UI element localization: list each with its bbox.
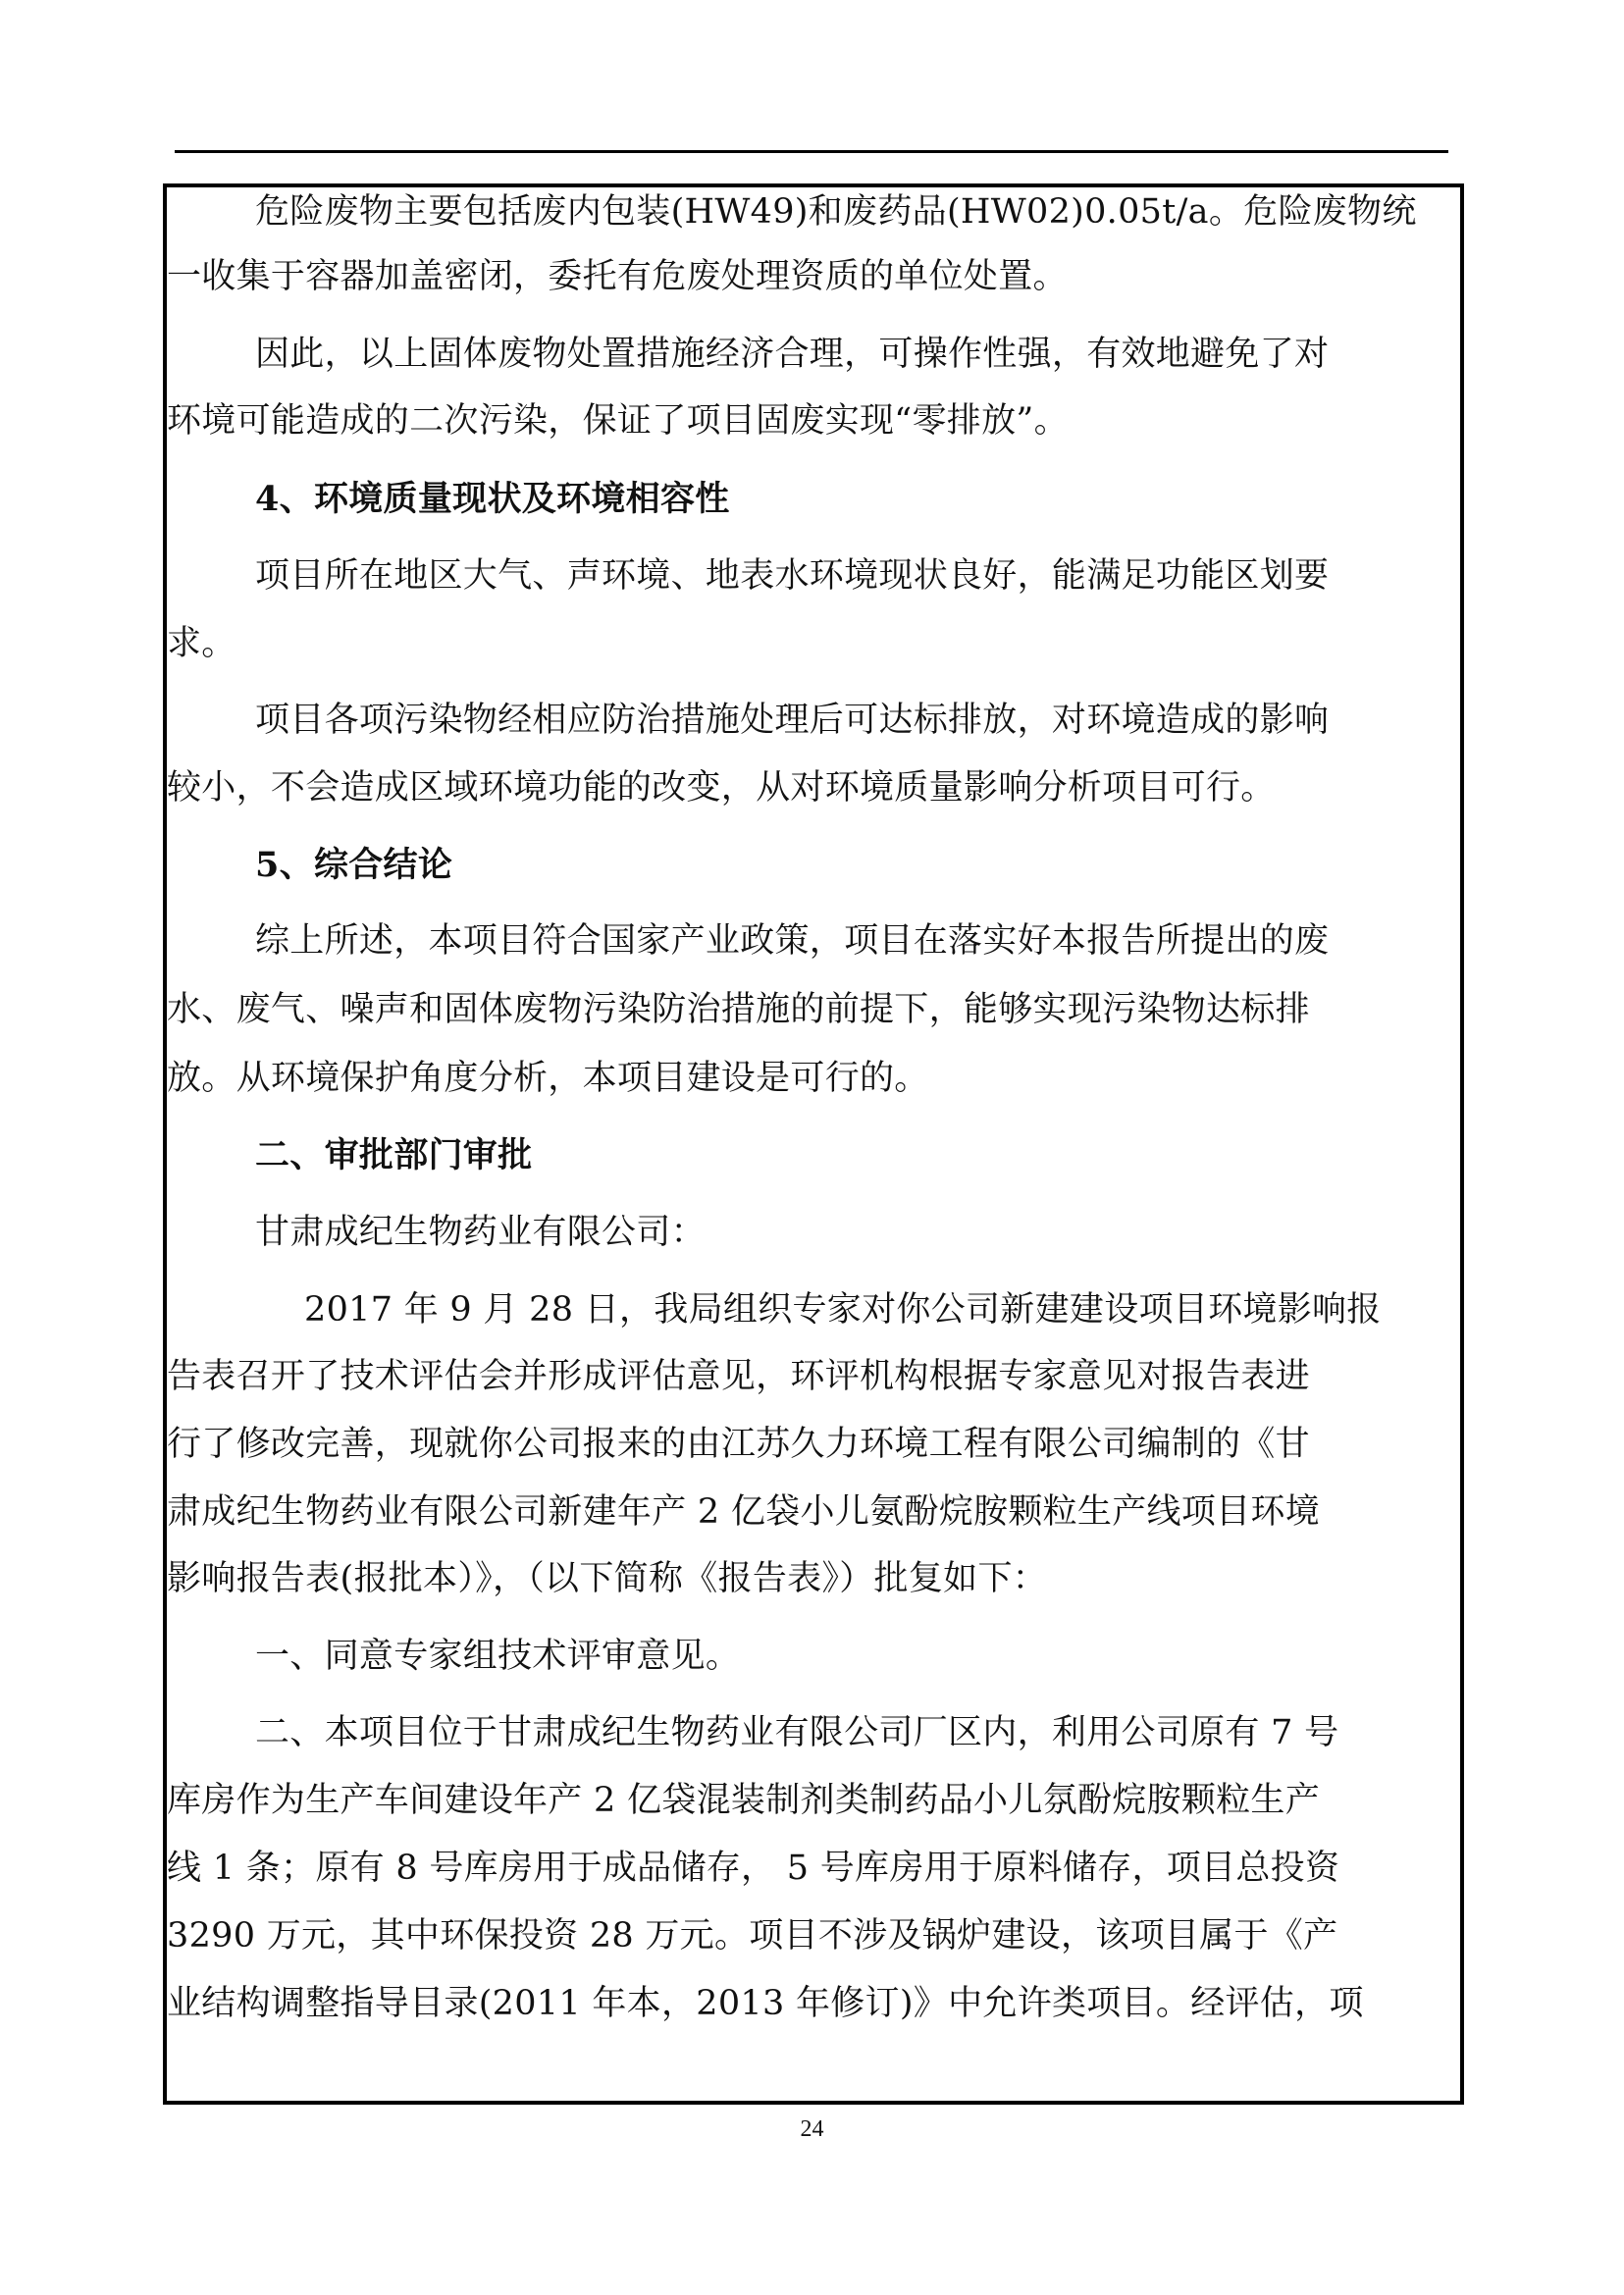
heading-text: 二、审批部门审批 [255, 1135, 533, 1175]
line-text: 项目各项污染物经相应防治措施处理后可达标排放，对环境造成的影响 [255, 701, 1330, 740]
paragraph-line [167, 547, 1460, 605]
paragraph-line [167, 1415, 1460, 1474]
paragraph-line [167, 1771, 1460, 1830]
line-text: 甘肃成纪生物药业有限公司： [255, 1213, 706, 1252]
line-text: 综上所述，本项目符合国家产业政策，项目在落实好本报告所提出的废 [255, 921, 1330, 961]
paragraph-line [167, 1280, 1460, 1339]
paragraph-line [167, 1906, 1460, 1965]
paragraph-line [167, 247, 1460, 306]
paragraph-line [167, 1839, 1460, 1898]
line-text: 放。从环境保护角度分析，本项目建设是可行的。 [167, 1059, 929, 1098]
line-text: 线 1 条；原有 8 号库房用于成品储存， 5 号库房用于原料储存，项目总投资 [167, 1849, 1340, 1888]
line-text: 影响报告表(报批本）》，（以下简称《报告表》）批复如下： [167, 1559, 1048, 1598]
paragraph-line [167, 325, 1460, 384]
section-heading [167, 470, 1460, 529]
paragraph-line [167, 183, 1460, 241]
paragraph-line [167, 1974, 1460, 2033]
line-text: 较小，不会造成区域环境功能的改变，从对环境质量影响分析项目可行。 [167, 768, 1276, 808]
paragraph-line [167, 1049, 1460, 1108]
line-text: 项目所在地区大气、声环境、地表水环境现状良好，能满足功能区划要 [255, 556, 1330, 596]
section-heading [167, 836, 1460, 895]
line-text: 库房作为生产车间建设年产 2 亿袋混装制剂类制药品小儿氛酚烷胺颗粒生产 [167, 1781, 1321, 1820]
paragraph-line [167, 1549, 1460, 1608]
line-text: 求。 [167, 624, 236, 663]
line-text: 一收集于容器加盖密闭，委托有危废处理资质的单位处置。 [167, 257, 1068, 296]
line-text: 因此，以上固体废物处置措施经济合理，可操作性强，有效地避免了对 [255, 335, 1330, 374]
line-text: 业结构调整指导目录(2011 年本，2013 年修订)》中允许类项目。经评估，项 [167, 1984, 1364, 2023]
line-text: 水、废气、噪声和固体废物污染防治措施的前提下，能够实现污染物达标排 [167, 990, 1310, 1029]
line-text: 一、同意专家组技术评审意见。 [255, 1637, 741, 1676]
line-text: 3290 万元，其中环保投资 28 万元。项目不涉及锅炉建设，该项目属于《产 [167, 1916, 1338, 1956]
paragraph-line [167, 1347, 1460, 1406]
header-rule [175, 150, 1448, 153]
paragraph-line [167, 758, 1460, 817]
line-text: 二、本项目位于甘肃成纪生物药业有限公司厂区内，利用公司原有 7 号 [255, 1713, 1339, 1752]
paragraph-line [167, 1703, 1460, 1762]
paragraph-line [167, 391, 1460, 450]
line-text: 环境可能造成的二次污染，保证了项目固废实现“零排放”。 [167, 401, 1069, 441]
paragraph-line [167, 980, 1460, 1039]
paragraph-line [167, 691, 1460, 750]
line-text: 告表召开了技术评估会并形成评估意见，环评机构根据专家意见对报告表进 [167, 1357, 1310, 1396]
paragraph-line [167, 614, 1460, 673]
paragraph-line [167, 912, 1460, 970]
paragraph-line [167, 1627, 1460, 1686]
addressee-line [167, 1203, 1460, 1262]
line-text: 2017 年 9 月 28 日，我局组织专家对你公司新建建设项目环境影响报 [304, 1290, 1382, 1330]
section-heading [167, 1126, 1460, 1185]
heading-text: 5、综合结论 [255, 845, 453, 885]
line-text: 行了修改完善，现就你公司报来的由江苏久力环境工程有限公司编制的《甘 [167, 1425, 1310, 1464]
heading-text: 4、环境质量现状及环境相容性 [255, 479, 730, 519]
document-body [167, 183, 1460, 2101]
page-number: 24 [800, 2116, 824, 2142]
paragraph-line [167, 1483, 1460, 1541]
line-text: 危险废物主要包括废内包装(HW49)和废药品(HW02)0.05t/a。危险废物统 [255, 192, 1417, 232]
line-text: 肃成纪生物药业有限公司新建年产 2 亿袋小儿氨酚烷胺颗粒生产线项目环境 [167, 1492, 1321, 1532]
